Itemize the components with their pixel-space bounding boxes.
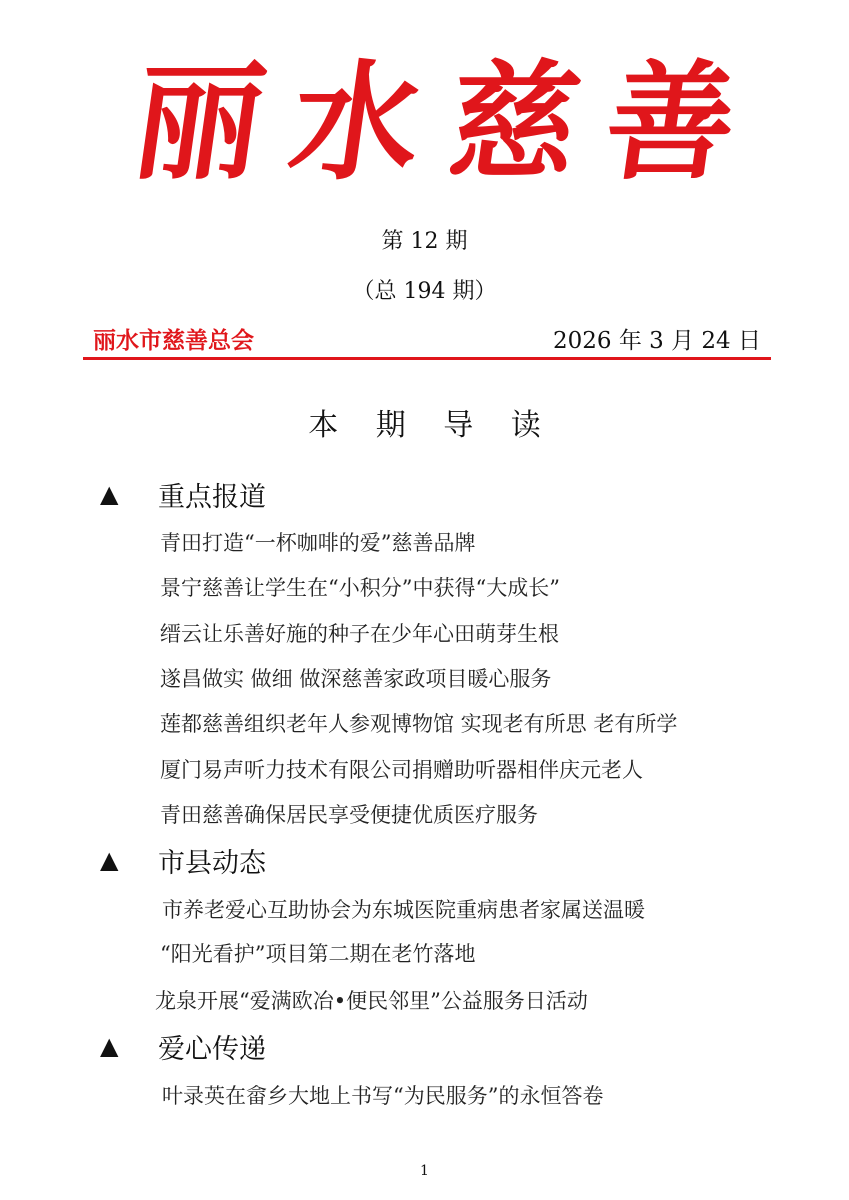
toc-item[interactable]: 叶录英在畲乡大地上书写“为民服务”的永恒答卷 (162, 1084, 604, 1108)
toc-item[interactable]: 龙泉开展“爱满欧冶•便民邻里”公益服务日活动 (155, 989, 588, 1013)
section-heading (100, 840, 266, 880)
toc-item[interactable]: 缙云让乐善好施的种子在少年心田萌芽生根 (160, 622, 559, 646)
toc-item[interactable]: 市养老爱心互助协会为东城医院重病患者家属送温暖 (162, 898, 645, 922)
masthead-char: 水 (281, 48, 431, 198)
toc-item[interactable]: 厦门易声听力技术有限公司捐赠助听器相伴庆元老人 (160, 758, 643, 782)
red-divider (83, 357, 771, 360)
publisher-line (83, 322, 771, 354)
masthead-char: 丽 (124, 48, 274, 198)
masthead-char: 善 (596, 48, 746, 198)
toc-title: 本 期 导 读 (308, 408, 555, 443)
section-title: 重点报道 (158, 481, 266, 513)
toc-item[interactable]: “阳光看护”项目第二期在老竹落地 (160, 942, 476, 966)
issue-date: 2026 年 3 月 24 日 (553, 328, 761, 354)
toc-item[interactable]: 青田慈善确保居民享受便捷优质医疗服务 (160, 803, 538, 827)
triangle-bullet-icon: ▲ (100, 1032, 119, 1060)
toc-item[interactable]: 遂昌做实 做细 做深慈善家政项目暖心服务 (160, 667, 552, 691)
triangle-bullet-icon: ▲ (100, 846, 119, 874)
toc-item[interactable]: 景宁慈善让学生在“小积分”中获得“大成长” (160, 576, 560, 600)
issue-total: （总 194 期） (352, 279, 497, 304)
toc-item[interactable]: 莲都慈善组织老年人参观博物馆 实现老有所思 老有所学 (160, 712, 678, 736)
section-heading (100, 474, 266, 514)
publisher-name: 丽水市慈善总会 (93, 327, 254, 354)
issue-number: 第 12 期 (381, 229, 468, 254)
page-number: 1 (420, 1163, 429, 1179)
toc-item[interactable]: 青田打造“一杯咖啡的爱”慈善品牌 (160, 531, 476, 555)
section-heading (100, 1026, 266, 1066)
masthead-logo (124, 48, 746, 198)
triangle-bullet-icon: ▲ (100, 480, 119, 508)
section-title: 市县动态 (158, 847, 266, 879)
section-title: 爱心传递 (158, 1033, 266, 1065)
masthead-char: 慈 (439, 48, 589, 198)
